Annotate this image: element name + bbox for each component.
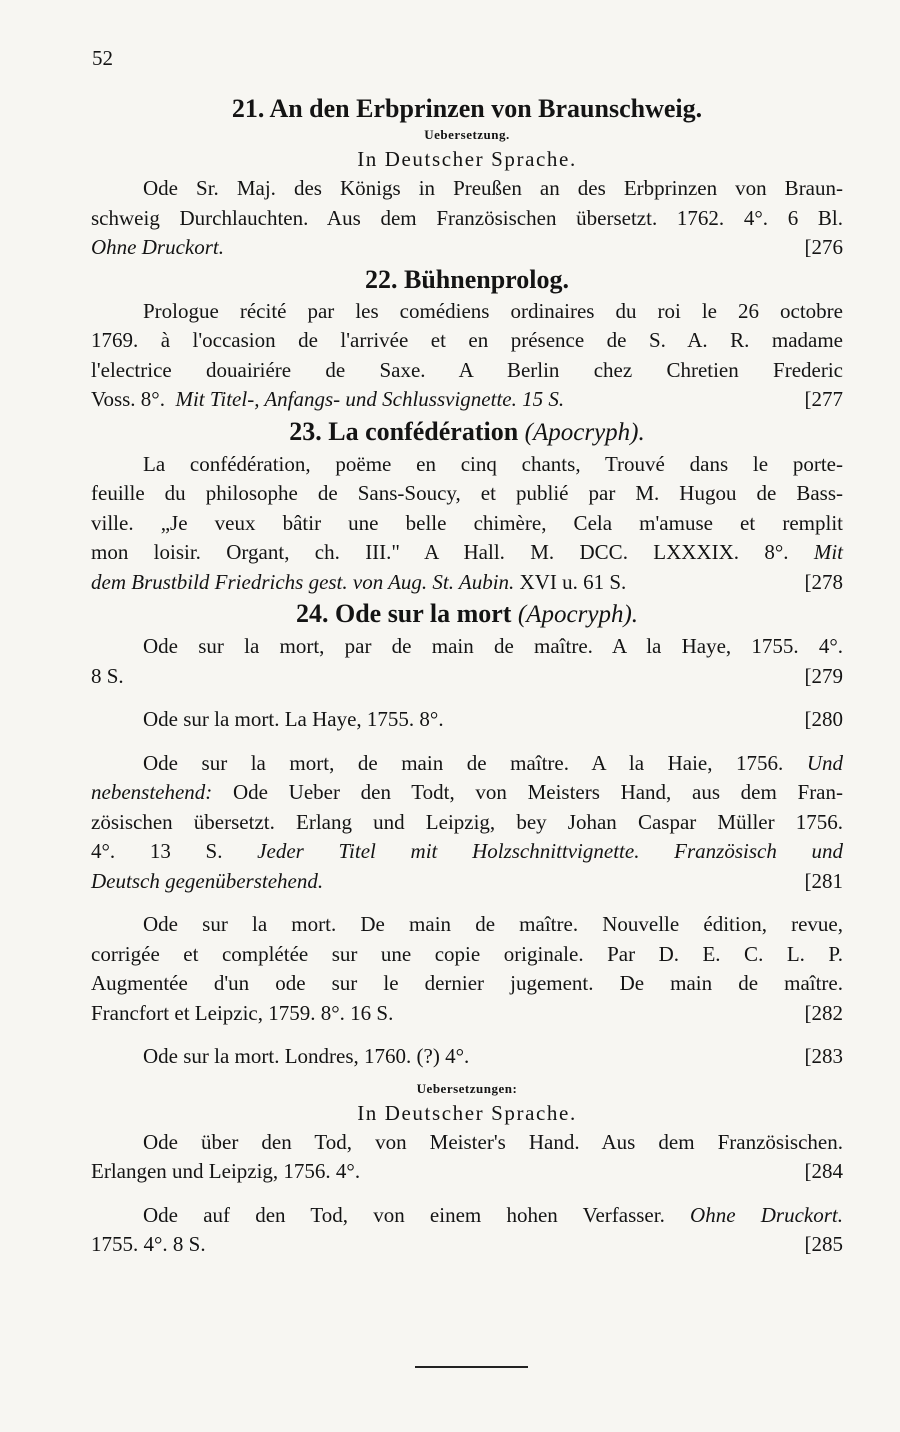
entry-277: [91, 297, 843, 415]
entry-276: [91, 174, 843, 263]
entry-line: corrigée et complétée sur une copie originale. Par D. E. C. L. P.: [91, 941, 843, 966]
entry-number: [283: [804, 1044, 843, 1068]
entry-line: zösischen übersetzt. Erlang und Leipzig, bey Johan Caspar Müller 1756.: [91, 809, 843, 834]
entry-line-part: Jeder Titel mit Holzschnittvignette. Französisch und: [257, 839, 844, 863]
entry-line: 8 S.: [91, 663, 124, 688]
entry-line-part: dem Brustbild Friedrichs gest. von Aug. St. Aubin.: [91, 569, 515, 594]
entry-line-part: Mit Titel-, Anfangs- und Schlussvignette. 15 S.: [175, 387, 565, 411]
section-21-language: In Deutscher Sprache.: [357, 147, 577, 171]
entry-line: Augmentée d'un ode sur le dernier jugement. De main de maître.: [91, 971, 843, 995]
entry-line-part: Ode auf den Tod, von einem hohen Verfasser.: [143, 1202, 665, 1227]
entry-line: Erlangen und Leipzig, 1756. 4°.: [91, 1159, 361, 1183]
entry-line: Ode sur la mort, par de main de maître. A la Haye, 1755. 4°.: [143, 634, 843, 658]
entry-line-part: XVI u. 61 S.: [519, 569, 627, 594]
entry-line: Ode Sr. Maj. des Königs in Preußen an des Erbprinzen von Braun-: [143, 176, 843, 200]
entry-279: [91, 632, 843, 691]
entry-line-part: Voss. 8°.: [91, 387, 165, 411]
entry-line: Francfort et Leipzic, 1759. 8°. 16 S.: [91, 1000, 394, 1025]
entry-number: [284: [804, 1159, 843, 1183]
section-24-language: In Deutscher Sprache.: [357, 1100, 577, 1125]
entry-281: [91, 749, 843, 897]
entry-line: l'electrice douairiére de Saxe. A Berlin chez Chretien Frederic: [91, 357, 843, 382]
entry-number: [279: [804, 663, 843, 688]
entry-line: Ode sur la mort. Londres, 1760. (?) 4°.: [143, 1044, 470, 1068]
entry-line: Deutsch gegenüberstehend.: [91, 868, 324, 893]
text-column: [91, 92, 843, 1260]
footer-rule: [415, 1366, 528, 1368]
section-24-subheading: Uebersetzungen:: [416, 1080, 518, 1096]
entry-line-part: Und: [806, 750, 844, 775]
entry-number: [285: [804, 1232, 843, 1256]
entry-line: ville. „Je veux bâtir une belle chimère, Cela m'amuse et remplit: [91, 510, 843, 535]
entry-line: Ode sur la mort. La Haye, 1755. 8°.: [143, 707, 444, 731]
entry-line-part: Mit: [813, 540, 844, 564]
entry-number: [281: [804, 868, 843, 893]
section-22-heading: 22. Bühnenprolog.: [365, 264, 569, 294]
section-21-heading: 21. An den Erbprinzen von Braunschweig.: [231, 94, 703, 123]
entry-285: [91, 1201, 843, 1260]
entry-280: [91, 705, 843, 735]
entry-line-part: Ode Ueber den Todt, von Meisters Hand, aus dem Fran-: [232, 780, 843, 804]
entry-line: Ohne Druckort.: [91, 235, 224, 259]
entry-number: [278: [804, 569, 843, 594]
entry-line: 1755. 4°. 8 S.: [91, 1232, 206, 1256]
section-23-heading: 23. La confédération: [289, 416, 519, 446]
section-23-heading-note: (Apocryph).: [524, 418, 645, 446]
entry-line: feuille du philosophe de Sans-Soucy, et publié par M. Hugou de Bass-: [91, 481, 843, 505]
section-21-subheading: Uebersetzung.: [424, 127, 510, 142]
entry-number: [280: [804, 707, 843, 731]
entry-number: [277: [804, 387, 843, 411]
entry-number: [282: [804, 1000, 843, 1025]
entry-282: [91, 910, 843, 1028]
entry-line-part: nebenstehend:: [91, 780, 213, 804]
entry-line-part: Ohne Druckort.: [690, 1202, 843, 1227]
entry-line: Ode sur la mort. De main de maître. Nouvelle édition, revue,: [143, 912, 843, 936]
entry-284: [91, 1128, 843, 1187]
entry-number: [276: [804, 235, 843, 259]
page-number: 52: [92, 46, 113, 70]
entry-278: [91, 450, 843, 598]
section-24-heading-note: (Apocryph).: [517, 601, 639, 628]
entry-line-part: mon loisir. Organt, ch. III." A Hall. M. DCC. LXXXIX. 8°.: [91, 540, 789, 564]
entry-line: schweig Durchlauchten. Aus dem Französischen übersetzt. 1762. 4°. 6 Bl.: [91, 205, 843, 230]
section-24-heading: 24. Ode sur la mort: [295, 599, 512, 628]
entry-line-part: Ode sur la mort, de main de maître. A la Haie, 1756.: [143, 750, 784, 775]
entry-line: La confédération, poëme en cinq chants, Trouvé dans le porte-: [143, 451, 843, 476]
entry-283: [91, 1042, 843, 1072]
entry-line-part: 4°. 13 S.: [91, 839, 223, 863]
entry-line: Ode über den Tod, von Meister's Hand. Aus dem Französischen.: [143, 1129, 843, 1154]
entry-line: Prologue récité par les comédiens ordinaires du roi le 26 octobre: [143, 298, 843, 323]
entry-line: 1769. à l'occasion de l'arrivée et en présence de S. A. R. madame: [91, 328, 843, 352]
